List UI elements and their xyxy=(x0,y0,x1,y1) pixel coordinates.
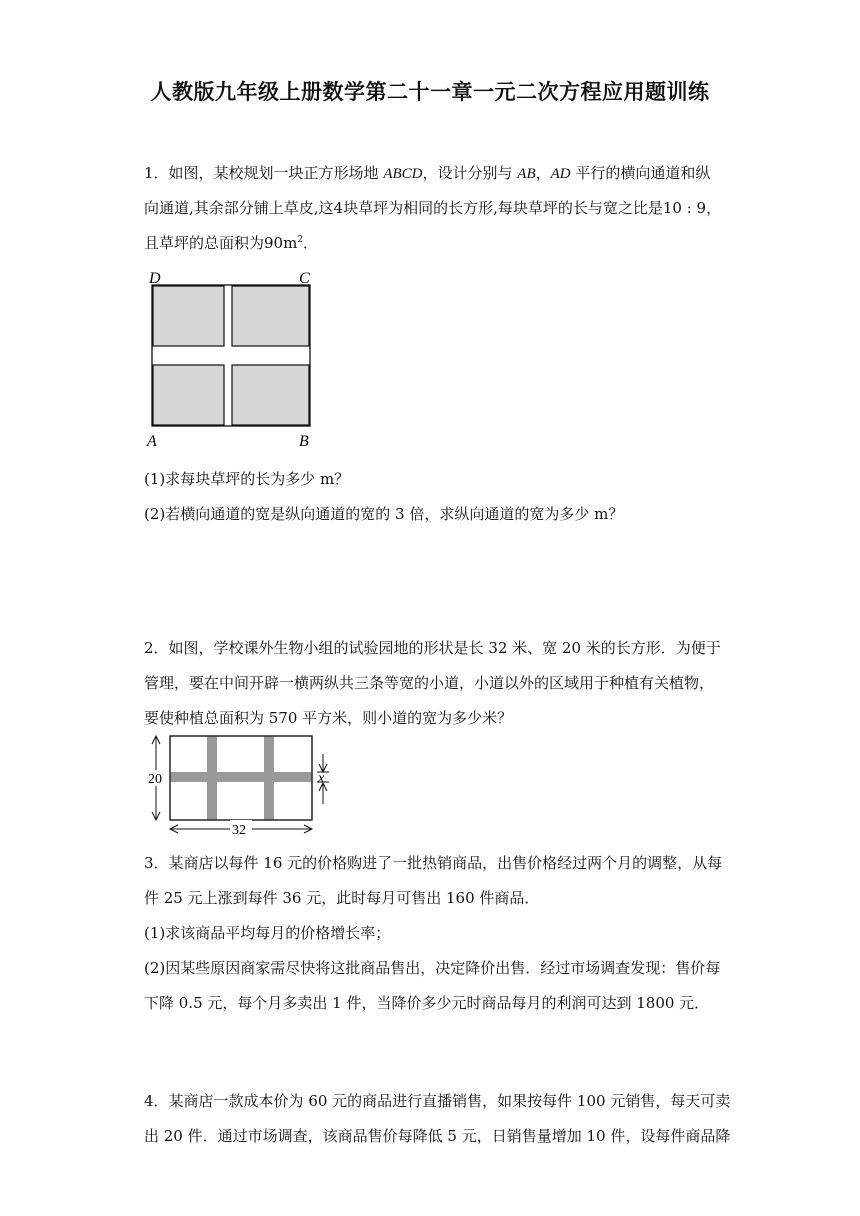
q1-text: ． xyxy=(303,234,319,252)
q1-part-2: (2)若横向通道的宽是纵向通道的宽的 3 倍，求纵向通道的宽为多少 m？ xyxy=(144,505,624,523)
q2-line-2: 管理，要在中间开辟一横两纵共三条等宽的小道，小道以外的区域用于种植有关植物， xyxy=(144,674,715,692)
q1-text: ， xyxy=(535,164,551,182)
q1-math-abcd: ABCD xyxy=(383,166,423,182)
label-d: D xyxy=(149,270,161,287)
q1-line-3 xyxy=(144,232,318,253)
q1-superscript: 2 xyxy=(297,235,304,245)
x-label: x xyxy=(318,771,325,786)
q3-part-2: (2)因某些原因商家需尽快将这批商品售出，决定降价出售．经过市场调查发现：售价每 xyxy=(144,959,721,977)
q1-math-ab: AB xyxy=(517,166,536,182)
q1-part-1: (1)求每块草坪的长为多少 m？ xyxy=(144,470,350,488)
q1-line-1 xyxy=(144,162,710,183)
lawn-bottom-right xyxy=(232,365,309,425)
lawn-bottom-left xyxy=(153,365,224,425)
q4-line-2: 出 20 件．通过市场调查，该商品售价每降低 5 元，日销售量增加 10 件，设每件商品降 xyxy=(144,1127,731,1145)
label-c: C xyxy=(299,270,310,287)
q2-line-1: 2．如图，学校课外生物小组的试验园地的形状是长 32 米、宽 20 米的长方形．为便于 xyxy=(144,639,721,657)
q3-line-1: 3．某商店以每件 16 元的价格购进了一批热销商品，出售价格经过两个月的调整，从每 xyxy=(144,854,723,872)
q1-text: ，设计分别与 xyxy=(422,164,518,182)
path-horizontal xyxy=(170,772,312,782)
lawn-top-right xyxy=(232,286,309,346)
label-a: A xyxy=(147,433,157,450)
q4-line-1: 4．某商店一款成本价为 60 元的商品进行直播销售，如果按每件 100 元销售，每天可卖 xyxy=(144,1092,731,1110)
q1-text: 1．如图，某校规划一块正方形场地 xyxy=(144,164,384,182)
q1-text: 且草坪的总面积为90m xyxy=(144,234,298,252)
q1-text: 平行的横向通道和纵 xyxy=(570,164,711,182)
label-b: B xyxy=(299,433,309,450)
q2-line-3: 要使种植总面积为 570 平方米，则小道的宽为多少米？ xyxy=(144,709,513,727)
q1-figure xyxy=(140,264,330,450)
q3-part-2-cont: 下降 0.5 元，每个月多卖出 1 件，当降价多少元时商品每月的利润可达到 1800 元． xyxy=(144,994,710,1012)
page-title: 人教版九年级上册数学第二十一章一元二次方程应用题训练 xyxy=(150,80,710,104)
q1-line-2: 向通道,其余部分铺上草皮,这4块草坪为相同的长方形,每块草坪的长与宽之比是10 : 9， xyxy=(144,199,722,217)
q1-math-ad: AD xyxy=(550,166,571,182)
height-label: 20 xyxy=(148,772,162,787)
width-label: 32 xyxy=(232,823,246,838)
q3-line-2: 件 25 元上涨到每件 36 元，此时每月可售出 160 件商品． xyxy=(144,889,540,907)
q2-figure xyxy=(140,732,340,838)
lawn-top-left xyxy=(153,286,224,346)
q3-part-1: (1)求该商品平均每月的价格增长率； xyxy=(144,924,391,942)
